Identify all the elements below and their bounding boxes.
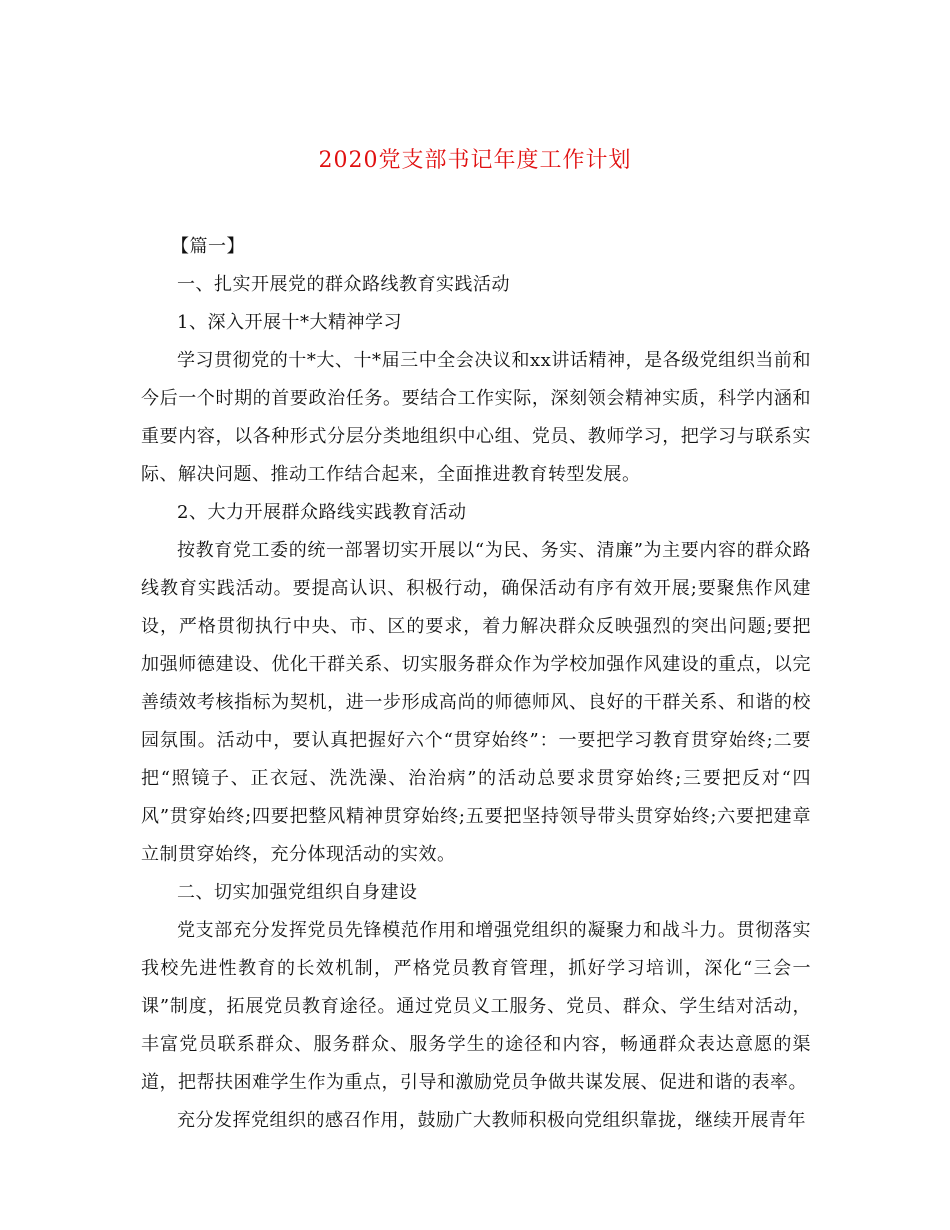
subheading-1: 1、深入开展十*大精神学习 xyxy=(177,312,402,333)
section-tag: 【篇一】 xyxy=(171,236,245,257)
document-title: 2020党支部书记年度工作计划 xyxy=(318,148,632,173)
document-body xyxy=(141,228,811,1140)
paragraph-2: 按教育党工委的统一部署切实开展以“为民、务实、清廉”为主要内容的群众路线教育实践活动。要提高认识、积极行动，确保活动有序有效开展;要聚焦作风建设，严格贯彻执行中央、市、区的要求，着力解决群众反映强烈的突出问题;要把加强师德建设、优化干群关系、切实服务群众作为学校加强作风建设的重点，以完善绩效考核指标为契机，进一步形成高尚的师德师风、良好的干群关系、和谐的校园氛围。活动中，要认真把握好六个“贯穿始终”：一要把学习教育贯穿始终;二要把“照镜子、正衣冠、洗洗澡、治治病”的活动总要求贯穿始终;三要把反对“四风”贯穿始终;四要把整风精神贯穿始终;五要把坚持领导带头贯穿始终;六要把建章立制贯穿始终，充分体现活动的实效。 xyxy=(141,540,811,865)
subheading-2: 2、大力开展群众路线实践教育活动 xyxy=(177,502,467,523)
section-heading-2: 二、切实加强党组织自身建设 xyxy=(177,882,418,903)
paragraph-1: 学习贯彻党的十*大、十*届三中全会决议和xx讲话精神，是各级党组织当前和今后一个时期的首要政治任务。要结合工作实际，深刻领会精神实质，科学内涵和重要内容，以各种形式分层分类地组织中心组、党员、教师学习，把学习与联系实际、解决问题、推动工作结合起来，全面推进教育转型发展。 xyxy=(141,350,811,485)
paragraph-4: 充分发挥党组织的感召作用，鼓励广大教师积极向党组织靠拢，继续开展青年 xyxy=(177,1110,806,1131)
paragraph-3: 党支部充分发挥党员先锋模范作用和增强党组织的凝聚力和战斗力。贯彻落实我校先进性教育的长效机制，严格党员教育管理，抓好学习培训，深化“三会一课”制度，拓展党员教育途径。通过党员义工服务、党员、群众、学生结对活动，丰富党员联系群众、服务群众、服务学生的途径和内容，畅通群众表达意愿的渠道，把帮扶困难学生作为重点，引导和激励党员争做共谋发展、促进和谐的表率。 xyxy=(141,920,811,1093)
section-heading-1: 一、扎实开展党的群众路线教育实践活动 xyxy=(177,274,510,295)
